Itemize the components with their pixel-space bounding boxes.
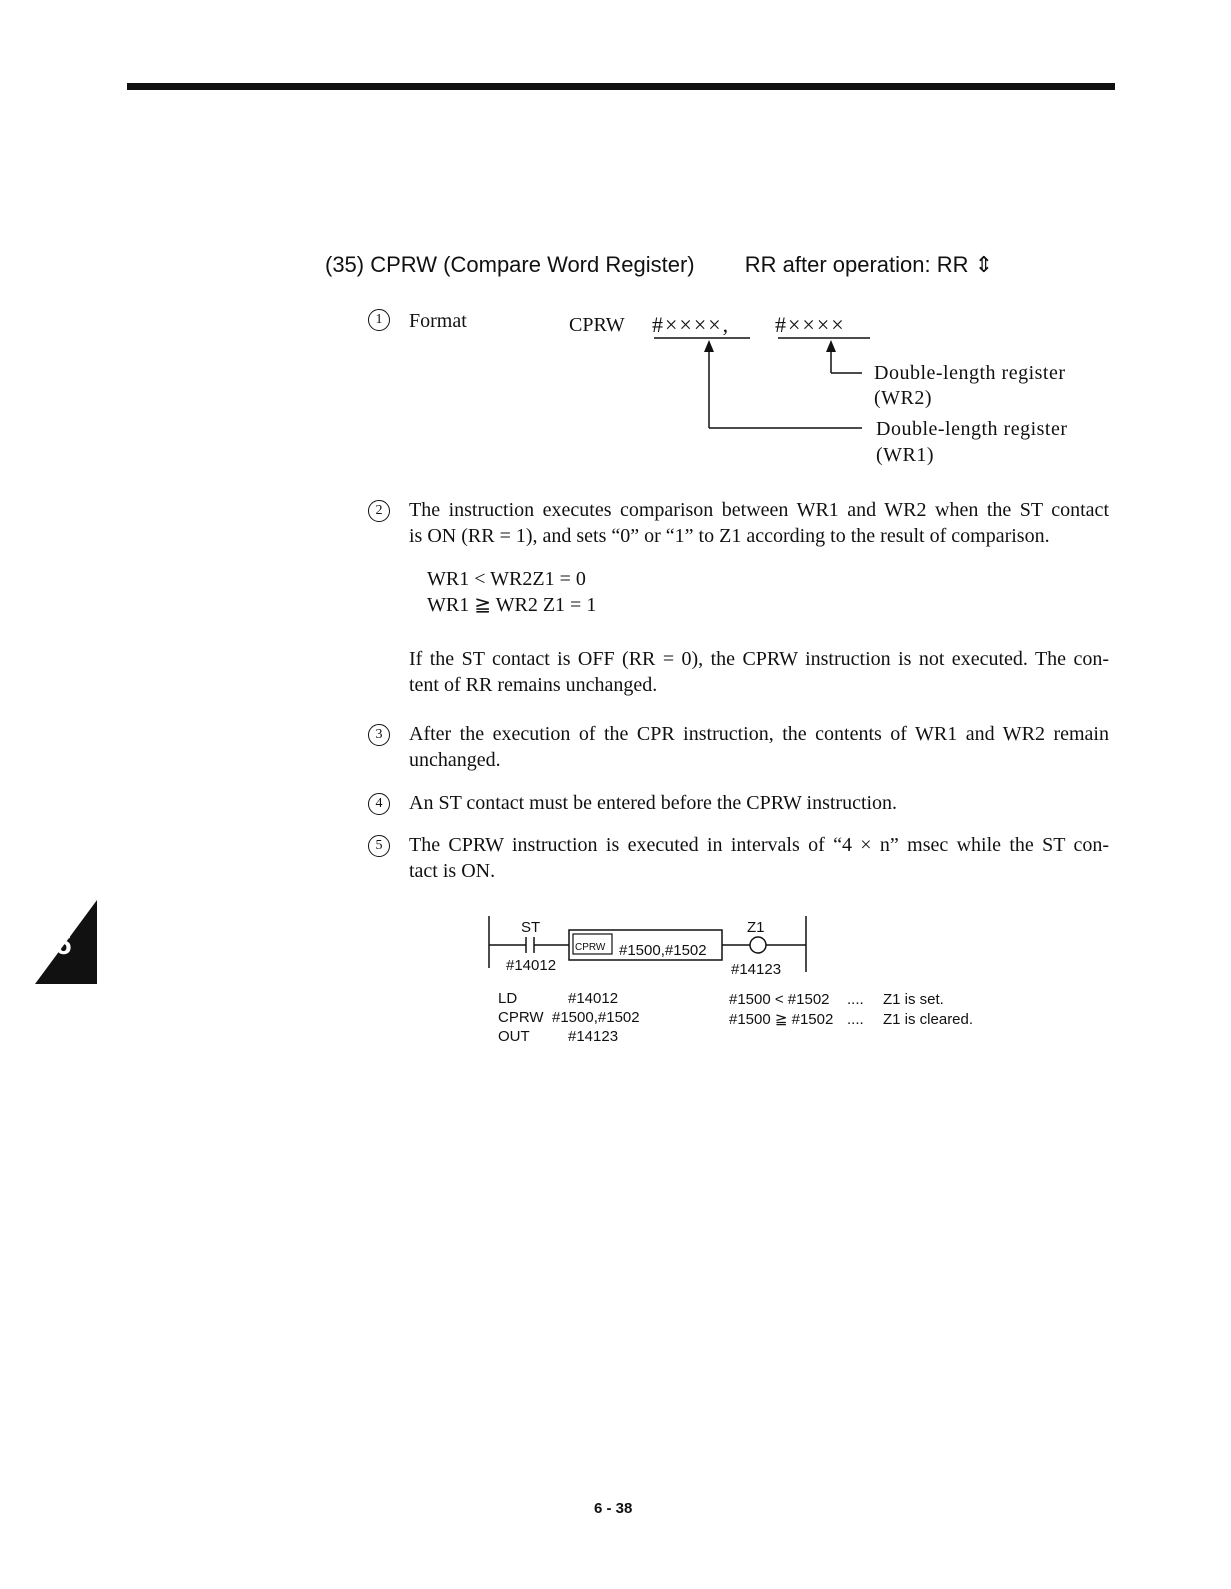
wr2-label-line-2: (WR2) — [874, 387, 933, 409]
result-condition: #1500 ≧ #1502 — [729, 1011, 834, 1028]
contact-address: #14012 — [506, 957, 557, 974]
result-row — [729, 990, 944, 1009]
result-row — [729, 1010, 973, 1029]
format-operand-1: #××××, — [652, 312, 731, 337]
paragraph-3-line-2: unchanged. — [409, 749, 501, 771]
paragraph-off-line-1: If the ST contact is OFF (RR = 0), the CPRW instruction is not executed. The con- — [409, 648, 1109, 670]
result-dots: .... — [847, 991, 864, 1008]
chapter-tab — [35, 900, 99, 991]
format-mnemonic: CPRW — [569, 314, 625, 336]
listing-row — [498, 1027, 618, 1046]
contact-label: ST — [521, 919, 541, 936]
paragraph-4: An ST contact must be entered before the CPRW instruction. — [409, 792, 898, 814]
paragraph-5-line-1: The CPRW instruction is executed in intervals of “4 × n” msec while the ST con- — [409, 834, 1109, 856]
item-number-1 — [368, 309, 390, 331]
result-text: Z1 is cleared. — [883, 1011, 974, 1028]
paragraph-off — [409, 646, 1109, 698]
result-dots: .... — [847, 1011, 864, 1028]
listing-arg: #14012 — [568, 990, 619, 1007]
paragraph-2 — [409, 497, 1109, 549]
rr-after-operation: RR after operation: RR ⇕ — [744, 252, 994, 277]
paragraph-2-line-2: is ON (RR = 1), and sets “0” or “1” to Z1 according to the result of comparison. — [409, 525, 1050, 547]
listing-op: CPRW — [498, 1009, 544, 1026]
circled-number: 3 — [368, 724, 390, 746]
item-number-5 — [368, 835, 390, 857]
top-rule — [127, 83, 1115, 90]
circled-number: 1 — [368, 309, 390, 331]
circled-number: 4 — [368, 793, 390, 815]
item-number-4 — [368, 793, 390, 815]
st-contact-symbol — [526, 937, 534, 953]
result-text: Z1 is set. — [883, 991, 944, 1008]
paragraph-3-line-1: After the execution of the CPR instruction, the contents of WR1 and WR2 remain — [409, 723, 1109, 745]
listing-row — [498, 989, 618, 1008]
result-condition: #1500 < #1502 — [729, 991, 830, 1008]
format-operand-2: #×××× — [775, 312, 846, 337]
paragraph-2-line-1: The instruction executes comparison between WR1 and WR2 when the ST contact — [409, 499, 1109, 521]
paragraph-3 — [409, 721, 1109, 773]
section-title: (35) CPRW (Compare Word Register) — [325, 252, 695, 277]
wr1-label-line-1: Double-length register — [876, 418, 1068, 440]
circled-number: 2 — [368, 500, 390, 522]
z1-coil-symbol — [750, 937, 766, 953]
block-mnemonic: CPRW — [575, 942, 606, 953]
listing-op: LD — [498, 990, 518, 1007]
page-number: 6 - 38 — [594, 1500, 633, 1517]
coil-label: Z1 — [747, 919, 765, 936]
format-label: Format — [409, 310, 467, 332]
condition-2: WR1 ≧ WR2 Z1 = 1 — [427, 594, 597, 616]
format-pointer-lines — [640, 330, 880, 440]
coil-address: #14123 — [731, 961, 782, 978]
paragraph-5 — [409, 832, 1109, 884]
listing-op: OUT — [498, 1028, 530, 1045]
listing-arg: #1500,#1502 — [552, 1009, 640, 1026]
wr2-label-line-1: Double-length register — [874, 362, 1066, 384]
block-operands: #1500,#1502 — [619, 942, 707, 959]
item-number-2 — [368, 500, 390, 522]
condition-1: WR1 < WR2Z1 = 0 — [427, 568, 586, 590]
listing-arg: #14123 — [568, 1028, 619, 1045]
paragraph-off-line-2: tent of RR remains unchanged. — [409, 674, 658, 696]
item-number-3 — [368, 724, 390, 746]
paragraph-5-line-2: tact is ON. — [409, 860, 496, 882]
chapter-number: 6 — [55, 928, 72, 961]
circled-number: 5 — [368, 835, 390, 857]
wr1-label-line-2: (WR1) — [876, 444, 935, 466]
listing-row — [498, 1008, 640, 1027]
section-heading — [325, 252, 993, 278]
